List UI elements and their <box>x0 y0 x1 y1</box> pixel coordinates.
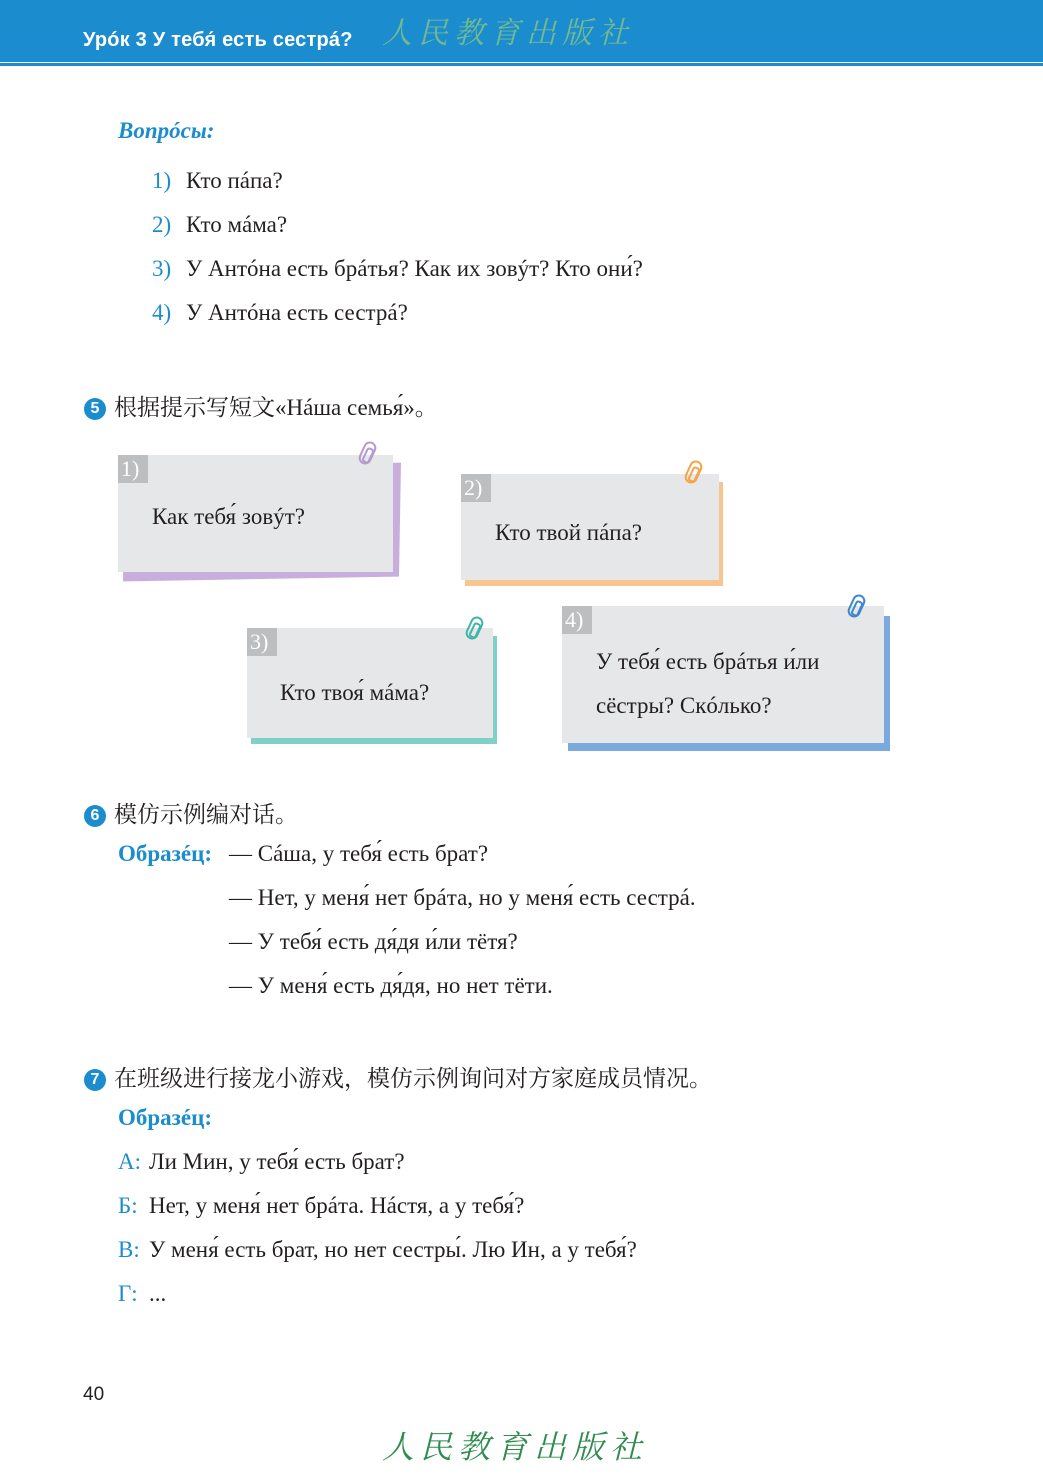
question-item <box>152 256 643 282</box>
card-text: Кто твоя́ мáма? <box>280 680 430 705</box>
dialog-text: Нет, у меня́ нет брáта. Нáстя, а у тебя́? <box>149 1193 525 1218</box>
question-number: 4) <box>152 300 172 325</box>
dialog-line <box>118 1237 637 1263</box>
question-number: 2) <box>152 212 172 237</box>
sample-label: Образéц: <box>118 1105 213 1130</box>
question-text: У Антóна есть сестрá? <box>186 300 408 325</box>
card-number: 1) <box>118 455 148 483</box>
dialog-line <box>118 1281 166 1307</box>
question-text: У Антóна есть брáтья? Как их зовýт? Кто они́? <box>186 256 643 281</box>
dialog-text: ... <box>149 1281 167 1306</box>
dialog-text: У меня́ есть брат, но нет сестры́. Лю Ин, а у тебя́? <box>149 1237 637 1262</box>
card-text: Кто твой пáпа? <box>495 520 643 545</box>
question-item <box>152 300 408 326</box>
question-number: 3) <box>152 256 172 281</box>
dialog-text: Ли Мин, у тебя́ есть брат? <box>149 1149 405 1174</box>
question-number: 1) <box>152 168 172 193</box>
dialog-line: — У меня́ есть дя́дя, но нет тёти. <box>229 973 553 998</box>
sample-label: Образéц: <box>118 841 213 866</box>
speaker-label: Г: <box>118 1281 138 1306</box>
page-header <box>0 0 1043 62</box>
card-text: сёстры? Скóлько? <box>596 693 772 718</box>
exercise-number-badge: 6 <box>84 805 106 827</box>
question-text: Кто мáма? <box>186 212 288 237</box>
exercise-instruction: 根据提示写短文«Нáша семья́»。 <box>114 395 438 420</box>
card-number: 3) <box>247 628 277 656</box>
exercise-instruction: 模仿示例编对话。 <box>114 802 298 827</box>
dialog-line: — Нет, у меня́ нет брáта, но у меня́ есть сестрá. <box>229 885 696 910</box>
exercise-6-heading <box>84 796 298 829</box>
header-rule <box>0 63 1043 66</box>
speaker-label: Б: <box>118 1193 138 1218</box>
card-text: У тебя́ есть брáтья и́ли <box>596 649 820 674</box>
questions-label: Вопрóсы: <box>118 118 215 143</box>
page-number: 40 <box>83 1384 105 1405</box>
prompt-card-3 <box>247 628 497 744</box>
question-item <box>152 212 287 238</box>
speaker-label: А: <box>118 1149 141 1174</box>
publisher-logo: 人民教育出版社 <box>382 1428 649 1466</box>
lesson-title: Урóк 3 У тебя́ есть сестрá? <box>83 29 353 51</box>
card-text: Как тебя́ зовýт? <box>152 504 305 529</box>
question-item <box>152 168 283 194</box>
exercise-instruction: 在班级进行接龙小游戏，模仿示例询问对方家庭成员情况。 <box>114 1066 712 1091</box>
exercise-number-badge: 7 <box>84 1069 106 1091</box>
prompt-card-4 <box>562 606 890 751</box>
publisher-logo: 人民教育出版社 <box>382 16 634 51</box>
dialog-line <box>118 1149 405 1175</box>
prompt-card-1 <box>118 455 400 579</box>
dialog-line: — У тебя́ есть дя́дя и́ли тётя? <box>229 929 518 954</box>
dialog-line: — Сáша, у тебя́ есть брат? <box>229 841 489 866</box>
exercise-5-heading <box>84 389 438 422</box>
card-number: 2) <box>461 474 491 502</box>
speaker-label: В: <box>118 1237 140 1262</box>
dialog-line <box>118 1193 524 1219</box>
prompt-card-2 <box>461 474 723 586</box>
exercise-7-heading <box>84 1060 712 1093</box>
question-text: Кто пáпа? <box>186 168 283 193</box>
card-number: 4) <box>562 606 592 634</box>
exercise-number-badge: 5 <box>84 398 106 420</box>
